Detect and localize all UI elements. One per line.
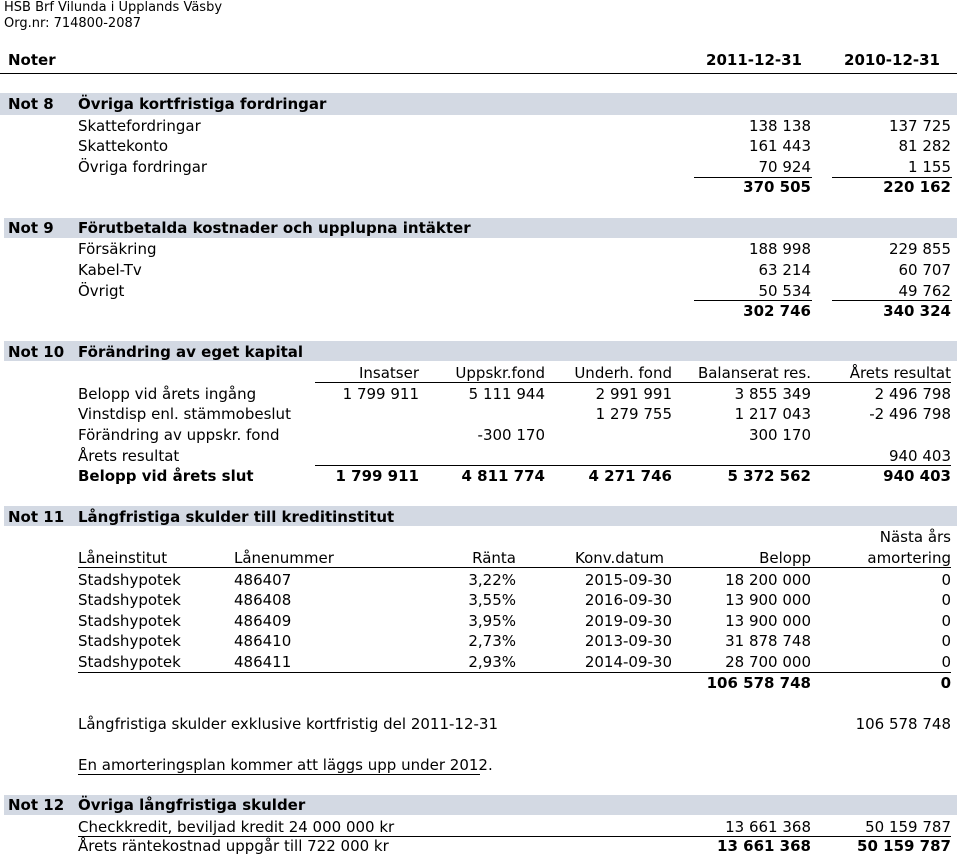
col-arets-resultat: Årets resultat <box>849 364 951 382</box>
note9-row-v1: 63 214 <box>758 261 811 279</box>
note9-row-v1: 50 534 <box>758 282 811 300</box>
col-lanenummer: Lånenummer <box>234 549 334 567</box>
loan-belopp: 13 900 000 <box>725 612 811 630</box>
loan-konv: 2013-09-30 <box>584 632 672 650</box>
note8-row-name: Skattekonto <box>78 137 169 155</box>
col-ranta: Ränta <box>472 549 516 567</box>
org-name: HSB Brf Vilunda i Upplands Väsby <box>4 0 223 15</box>
note10-cell: 5 111 944 <box>468 385 545 403</box>
note10-row-name: Vinstdisp enl. stämmobeslut <box>78 405 291 423</box>
note12-row-v1: 13 661 368 <box>717 837 811 855</box>
note8-total-2: 220 162 <box>883 178 951 196</box>
note10-row-name: Förändring av uppskr. fond <box>78 426 280 444</box>
excl-label: Långfristiga skulder exklusive kortfristig del 2011-12-31 <box>78 715 498 733</box>
note10-row-name: Årets resultat <box>78 447 180 465</box>
loan-konv: 2014-09-30 <box>584 653 672 671</box>
loan-ranta: 2,73% <box>468 632 516 650</box>
note10-total-cell: 4 811 774 <box>461 467 545 485</box>
loan-nummer: 486407 <box>234 571 292 589</box>
col-laneinstitut: Låneinstitut <box>78 549 168 567</box>
note8-row-v1: 161 443 <box>748 137 811 155</box>
note9-label: Not 9 <box>8 219 54 237</box>
note8-row-v2: 137 725 <box>888 117 951 135</box>
loan-institut: Stadshypotek <box>78 591 181 609</box>
note10-cell: 940 403 <box>888 447 951 465</box>
loan-konv: 2015-09-30 <box>584 571 672 589</box>
table-header-line <box>78 567 951 568</box>
note10-total-name: Belopp vid årets slut <box>78 467 254 485</box>
loan-institut: Stadshypotek <box>78 653 181 671</box>
note10-title: Förändring av eget kapital <box>78 343 304 361</box>
loan-institut: Stadshypotek <box>78 632 181 650</box>
loan-konv: 2016-09-30 <box>584 591 672 609</box>
plan-note-underline <box>78 774 480 775</box>
loan-ranta: 3,55% <box>468 591 516 609</box>
sum-line <box>694 300 812 301</box>
note11-title: Långfristiga skulder till kreditinstitut <box>78 508 395 526</box>
note10-label: Not 10 <box>8 343 65 361</box>
note12-row-v1: 13 661 368 <box>725 818 811 836</box>
loan-belopp: 18 200 000 <box>725 571 811 589</box>
note8-row-v2: 1 155 <box>908 158 951 176</box>
note9-row-name: Försäkring <box>78 240 157 258</box>
loan-institut: Stadshypotek <box>78 612 181 630</box>
loan-konv: 2019-09-30 <box>584 612 672 630</box>
loan-nummer: 486409 <box>234 612 292 630</box>
loan-amort: 0 <box>941 591 951 609</box>
note8-row-v2: 81 282 <box>898 137 951 155</box>
loan-institut: Stadshypotek <box>78 571 181 589</box>
org-number: Org.nr: 714800-2087 <box>4 16 142 31</box>
note8-label: Not 8 <box>8 95 54 113</box>
col-insatser: Insatser <box>358 364 419 382</box>
loan-belopp: 13 900 000 <box>725 591 811 609</box>
note10-cell: 300 170 <box>748 426 811 444</box>
col-2010-header: 2010-12-31 <box>844 51 940 69</box>
note9-row-name: Kabel-Tv <box>78 261 142 279</box>
note9-row-v2: 49 762 <box>898 282 951 300</box>
note8-row-v1: 70 924 <box>758 158 811 176</box>
note9-row-v1: 188 998 <box>748 240 811 258</box>
notes-title: Noter <box>8 51 56 69</box>
note12-row-name: Checkkredit, beviljad kredit 24 000 000 kr <box>78 818 395 836</box>
loan-nummer: 486411 <box>234 653 292 671</box>
note12-row-v2: 50 159 787 <box>857 837 951 855</box>
loan-nummer: 486410 <box>234 632 292 650</box>
loan-amort: 0 <box>941 632 951 650</box>
note8-title: Övriga kortfristiga fordringar <box>78 95 327 113</box>
loan-nummer: 486408 <box>234 591 292 609</box>
loan-amort: 0 <box>941 571 951 589</box>
loan-total-belopp: 106 578 748 <box>706 674 811 692</box>
header-divider <box>0 73 957 74</box>
note10-total-cell: 940 403 <box>883 467 951 485</box>
col-konvdatum: Konv.datum <box>575 549 664 567</box>
note9-total-2: 340 324 <box>883 302 951 320</box>
col-underh: Underh. fond <box>574 364 672 382</box>
note10-total-cell: 5 372 562 <box>727 467 811 485</box>
col-belopp: Belopp <box>759 549 811 567</box>
note10-cell: 2 496 798 <box>874 385 951 403</box>
note8-row-name: Skattefordringar <box>78 117 201 135</box>
note10-cell: 1 279 755 <box>595 405 672 423</box>
sum-line <box>315 465 951 466</box>
note10-total-cell: 1 799 911 <box>335 467 419 485</box>
note10-cell: 1 217 043 <box>734 405 811 423</box>
note10-cell: 3 855 349 <box>734 385 811 403</box>
sum-line <box>832 300 952 301</box>
table-header-line <box>315 382 951 383</box>
col-amort-2: amortering <box>867 549 951 567</box>
note9-total-1: 302 746 <box>743 302 811 320</box>
note10-cell: 1 799 911 <box>342 385 419 403</box>
col-2011-header: 2011-12-31 <box>706 51 802 69</box>
note12-row-name: Årets räntekostnad uppgår till 722 000 kr <box>78 837 389 855</box>
note12-label: Not 12 <box>8 796 65 814</box>
sum-line <box>78 672 951 673</box>
note12-title: Övriga långfristiga skulder <box>78 796 306 814</box>
loan-amort: 0 <box>941 653 951 671</box>
note8-row-v1: 138 138 <box>748 117 811 135</box>
note10-row-name: Belopp vid årets ingång <box>78 385 257 403</box>
note10-cell: -2 496 798 <box>869 405 951 423</box>
note9-row-v2: 229 855 <box>888 240 951 258</box>
note10-cell: -300 170 <box>477 426 545 444</box>
loan-belopp: 31 878 748 <box>725 632 811 650</box>
col-balanserat: Balanserat res. <box>697 364 811 382</box>
loan-ranta: 2,93% <box>468 653 516 671</box>
excl-value: 106 578 748 <box>855 715 951 733</box>
note10-total-cell: 4 271 746 <box>588 467 672 485</box>
note11-label: Not 11 <box>8 508 65 526</box>
plan-note: En amorteringsplan kommer att läggs upp under 2012. <box>78 756 493 774</box>
note9-row-name: Övrigt <box>78 282 125 300</box>
note10-cell: 2 991 991 <box>595 385 672 403</box>
note12-row-v2: 50 159 787 <box>865 818 951 836</box>
loan-ranta: 3,22% <box>468 571 516 589</box>
note9-title: Förutbetalda kostnader och upplupna intäkter <box>78 219 471 237</box>
note9-row-v2: 60 707 <box>898 261 951 279</box>
col-uppskr: Uppskr.fond <box>455 364 545 382</box>
note8-total-1: 370 505 <box>743 178 811 196</box>
loan-ranta: 3,95% <box>468 612 516 630</box>
loan-belopp: 28 700 000 <box>725 653 811 671</box>
loan-amort: 0 <box>941 612 951 630</box>
loan-total-amort: 0 <box>940 674 951 692</box>
note8-row-name: Övriga fordringar <box>78 158 208 176</box>
col-amort-1: Nästa års <box>879 528 951 546</box>
